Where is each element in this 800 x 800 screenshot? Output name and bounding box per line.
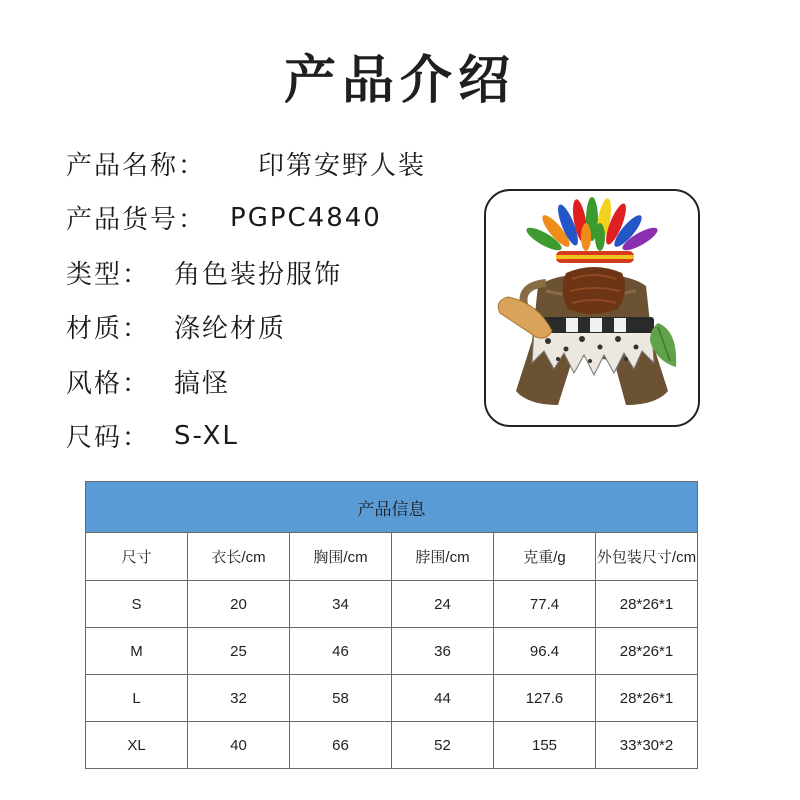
product-image: [484, 189, 700, 427]
table-header-row: [86, 533, 698, 581]
column-header: 克重/g: [494, 533, 596, 581]
table-cell: 28*26*1: [596, 581, 698, 628]
table-cell: 36: [392, 628, 494, 675]
table-cell: 40: [188, 722, 290, 769]
table-cell: 28*26*1: [596, 628, 698, 675]
table-cell: XL: [86, 722, 188, 769]
table-cell: 127.6: [494, 675, 596, 722]
table-cell: 34: [290, 581, 392, 628]
column-header: 尺寸: [86, 533, 188, 581]
spec-row-size: [66, 409, 426, 464]
spec-value: S-XL: [174, 420, 239, 451]
table-cell: 32: [188, 675, 290, 722]
table-cell: 24: [392, 581, 494, 628]
spec-row-style: [66, 354, 426, 409]
table-cell: 66: [290, 722, 392, 769]
table-row: [86, 722, 698, 769]
table-cell: 33*30*2: [596, 722, 698, 769]
spec-row-sku: [66, 191, 426, 246]
table-cell: 44: [392, 675, 494, 722]
column-header: 外包装尺寸/cm: [596, 533, 698, 581]
spec-value: PGPC4840: [230, 202, 382, 233]
spec-row-type: [66, 245, 426, 300]
spec-value: 搞怪: [174, 368, 231, 399]
table-caption: 产品信息: [86, 482, 698, 533]
column-header: 衣长/cm: [188, 533, 290, 581]
table-row: [86, 628, 698, 675]
table-cell: 20: [188, 581, 290, 628]
table-cell: 58: [290, 675, 392, 722]
spec-row-name: [66, 136, 426, 191]
spec-label: 类型：: [66, 259, 151, 290]
table-cell: S: [86, 581, 188, 628]
column-header: 脖围/cm: [392, 533, 494, 581]
table-row: [86, 581, 698, 628]
product-spec-list: [66, 136, 426, 463]
table-cell: 77.4: [494, 581, 596, 628]
table-cell: 155: [494, 722, 596, 769]
table-cell: 52: [392, 722, 494, 769]
page-title: 产品介绍: [283, 51, 516, 111]
spec-label: 风格：: [66, 368, 151, 399]
costume-illustration: [486, 191, 698, 425]
feather-headdress: [524, 197, 661, 254]
table-cell: 28*26*1: [596, 675, 698, 722]
spec-row-material: [66, 300, 426, 355]
spec-label: 产品名称：: [66, 150, 207, 181]
table-cell: 96.4: [494, 628, 596, 675]
table-row: [86, 675, 698, 722]
table-cell: L: [86, 675, 188, 722]
spec-label: 产品货号：: [66, 205, 207, 236]
spec-value: 印第安野人装: [258, 150, 427, 181]
table-cell: M: [86, 628, 188, 675]
spec-label: 材质：: [66, 314, 151, 345]
table-cell: 46: [290, 628, 392, 675]
table-cell: 25: [188, 628, 290, 675]
spec-value: 涤纶材质: [174, 314, 287, 345]
product-info-table: [85, 481, 698, 769]
spec-value: 角色装扮服饰: [174, 259, 343, 290]
spec-label: 尺码：: [66, 423, 151, 454]
column-header: 胸围/cm: [290, 533, 392, 581]
